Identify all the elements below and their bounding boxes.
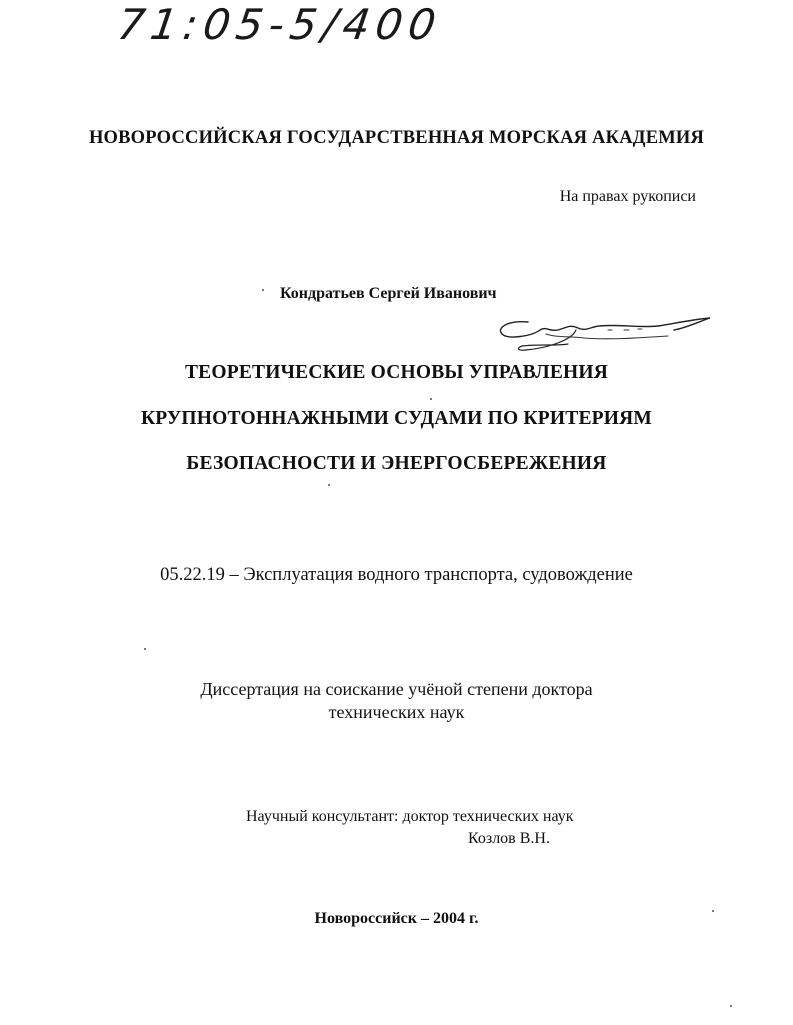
author-name: Кондратьев Сергей Иванович — [280, 285, 497, 302]
consultant-name: Козлов В.Н. — [468, 830, 550, 847]
specialty-code: 05.22.19 – Эксплуатация водного транспорта, судовождение — [160, 565, 633, 585]
dissertation-title-line-3: БЕЗОПАСНОСТИ И ЭНЕРГОСБЕРЕЖЕНИЯ — [186, 453, 607, 474]
scan-speck — [262, 289, 264, 291]
scan-speck — [144, 648, 146, 650]
dissertation-title-line-2: КРУПНОТОННАЖНЫМИ СУДАМИ ПО КРИТЕРИЯМ — [140, 408, 653, 429]
scan-speck — [712, 910, 714, 912]
scan-speck — [328, 484, 330, 486]
archive-number-handwritten: 71:05-5/400 — [114, 0, 445, 49]
author-signature — [488, 300, 718, 362]
dissertation-title-line-1: ТЕОРЕТИЧЕСКИЕ ОСНОВЫ УПРАВЛЕНИЯ — [184, 362, 609, 383]
scan-speck — [430, 398, 432, 400]
city-and-year: Новороссийск – 2004 г. — [314, 910, 479, 927]
scan-speck — [730, 1005, 732, 1007]
degree-line-1: Диссертация на соискание учёной степени доктора — [200, 679, 593, 699]
manuscript-rights-note: На правах рукописи — [559, 188, 696, 205]
consultant-label: Научный консультант: доктор технических наук — [246, 808, 574, 825]
institution-name: НОВОРОССИЙСКАЯ ГОСУДАРСТВЕННАЯ МОРСКАЯ АКАДЕМИЯ — [88, 128, 705, 148]
degree-line-2: технических наук — [328, 702, 465, 722]
